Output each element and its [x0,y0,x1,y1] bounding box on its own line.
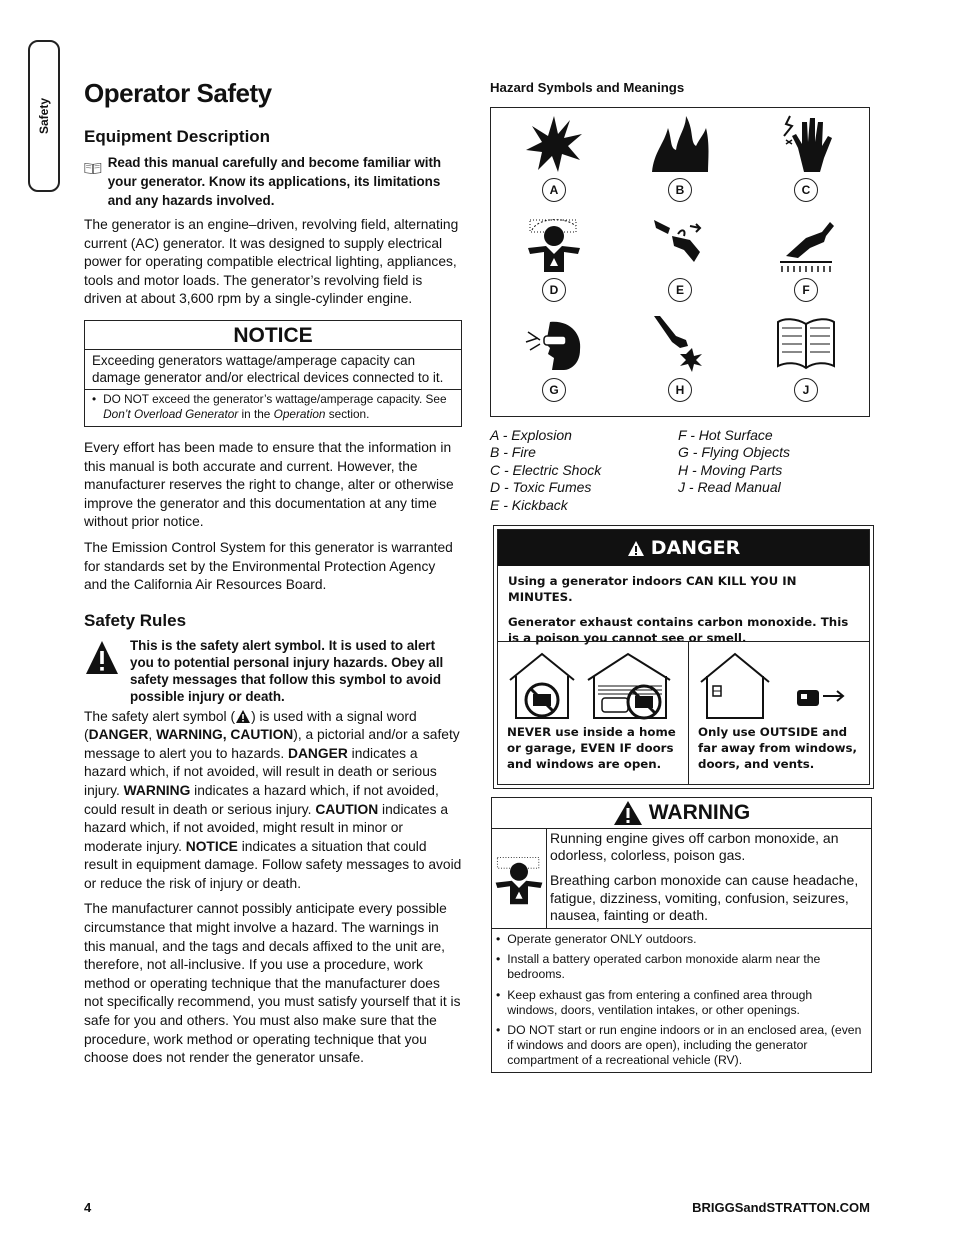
manufacturer-paragraph: The manufacturer cannot possibly anticipate every possible circumstance that might involve a hazard. The warnings in this manual, and the tags and decals affixed to the unit are, therefore, not all-inclusive. If you use a procedure, work method or operating technique that the manufacturer does not specifically recommend, you must satisfy yourself that it is safe for you and others. You must also make sure that the procedure, work method or operating technique that you choose does not render the generator unsafe. [84,901,461,1066]
danger-pictograms [498,641,869,784]
warning-text [547,829,871,928]
legend-item: H - Moving Parts [678,461,783,478]
warning-text-1: Running engine gives off carbon monoxide, an odorless, colorless, poison gas. [550,830,839,864]
hot-surface-icon [776,214,836,274]
warning-bullet: • Install a battery operated carbon monoxide alarm near the bedrooms. [496,952,821,982]
inline-alert-icon [235,709,251,724]
warning-bullet: • Operate generator ONLY outdoors. [496,932,697,947]
toxic-fumes-icon [492,852,546,906]
warning-header: WARNING [492,798,871,829]
hazard-letter: A [542,178,566,202]
side-tab-label: Safety [37,97,51,135]
website-footer: BRIGGSandSTRATTON.COM [692,1200,870,1215]
read-manual-icon [776,314,836,374]
hazard-letter: E [668,278,692,302]
hazard-legend [490,427,870,514]
hazard-letter: C [794,178,818,202]
hazard-letter: D [542,278,566,302]
manual-book-icon [84,153,102,183]
danger-alert-icon [627,540,645,557]
danger-indoor-panel [498,642,689,784]
no-indoor-use-icon [506,650,678,720]
notice-box [84,320,462,427]
notice-message: Exceeding generators wattage/amperage capacity can damage generator and/or electrical devices connected to it. [85,350,461,390]
legend-item: F - Hot Surface [678,427,773,443]
warning-box [491,797,872,1073]
hazard-c [743,112,869,212]
accuracy-paragraph: Every effort has been made to ensure that the information in this manual is both accurate and current. However, the manufacturer reserves the right to change, alter or otherwise improve the generator and this documentation at any time without prior notice. [84,439,454,530]
legend-left [490,427,678,514]
hazard-letter: F [794,278,818,302]
warning-alert-icon [613,800,643,826]
legend-item: C - Electric Shock [490,461,602,478]
hazard-b [617,112,743,212]
fire-icon [650,114,710,174]
warning-pictogram [492,829,547,928]
equipment-heading: Equipment Description [84,127,271,146]
warning-bullet: • DO NOT start or run engine indoors or in an enclosed area, (even if windows and doors are open), including the generator compartment of a recreational vehicle (RV). [496,1023,862,1068]
danger-outdoor-panel [689,642,869,784]
right-column [490,80,870,514]
hazard-letter: J [794,378,818,402]
warning-bullets [492,929,871,1069]
danger-box [493,525,874,789]
hazard-symbols-title: Hazard Symbols and Meanings [490,80,685,95]
danger-line-2: Generator exhaust contains carbon monoxide. This is a poison you cannot see or smell. [508,615,849,645]
legend-item: G - Flying Objects [678,444,791,461]
hazard-letter: G [542,378,566,402]
left-column [84,78,462,1075]
explosion-icon [524,114,584,174]
legend-item: J - Read Manual [678,479,781,496]
read-manual-note [84,153,462,210]
hazard-a [491,112,617,212]
safety-rules-heading: Safety Rules [84,610,187,630]
kickback-icon [650,214,710,274]
legend-item: E - Kickback [490,496,568,513]
electric-shock-icon [776,114,836,174]
legend-item: B - Fire [490,444,536,461]
legend-item: A - Explosion [490,427,572,443]
danger-outdoor-caption: Only use OUTSIDE and far away from windows, doors, and vents. [698,725,858,771]
legend-item: D - Toxic Fumes [490,479,592,496]
moving-parts-icon [650,314,710,374]
signal-words-paragraph: The safety alert symbol ( ) is used with a signal word (DANGER, WARNING, CAUTION), a pictorial and/or a safety message to alert you to hazards. DANGER indicates a hazard which, if not avoided, will result in death or serious injury. WARNING indicates a hazard which, if not avoided, could result in death or serious injury. CAUTION indicates a hazard which, if not avoided, might result in minor or moderate injury. NOTICE indicates a situation that could result in equipment damage. Follow safety messages to avoid or reduce the risk of injury or death. [84,708,462,891]
hazard-letter: B [668,178,692,202]
emission-paragraph: The Emission Control System for this generator is warranted for standards set by the Environmental Protection Agency and the California Air Resources Board. [84,539,453,593]
page-title: Operator Safety [84,78,272,108]
danger-indoor-caption: NEVER use inside a home or garage, EVEN IF doors and windows are open. [507,725,676,771]
flying-objects-icon [524,314,584,374]
page-number: 4 [84,1200,92,1215]
danger-line-1: Using a generator indoors CAN KILL YOU IN MINUTES. [508,574,797,604]
hazard-f [743,212,869,312]
hazard-letter: H [668,378,692,402]
outdoor-use-icon [699,648,859,720]
notice-header: NOTICE [85,321,461,350]
toxic-fumes-icon [524,214,584,274]
intro-text: Read this manual carefully and become familiar with your generator. Know its applications, its limitations and any hazards involved. [107,155,442,208]
warning-body [492,829,871,929]
hazard-j [743,312,869,412]
hazard-symbol-grid [490,107,870,417]
side-tab [28,40,60,192]
legend-right [678,427,866,514]
hazard-e [617,212,743,312]
safety-alert-icon [84,639,120,677]
hazard-d [491,212,617,312]
danger-header: DANGER [498,530,869,566]
warning-bullet: • Keep exhaust gas from entering a confined area through windows, doors, ventilation intakes, or other openings. [496,987,813,1017]
equipment-paragraph: The generator is an engine–driven, revolving field, alternating current (AC) generator. It was designed to supply electrical power for operating compatible electrical lighting, appliances, tools and motor loads. The generator’s revolving field is driven at about 3,600 rpm by a single-cylinder engine. [84,217,459,307]
safety-alert-note [84,637,462,706]
notice-bullet: • DO NOT exceed the generator’s wattage/amperage capacity. See Don’t Overload Generator in the Operation section. [92,391,447,422]
safety-alert-text: This is the safety alert symbol. It is used to alert you to potential personal injury hazards. Obey all safety messages that follow this symbol to avoid possible injury or death. [130,637,444,705]
hazard-g [491,312,617,412]
hazard-h [617,312,743,412]
warning-text-2: Breathing carbon monoxide can cause headache, fatigue, dizziness, vomiting, confusion, seizures, nausea, fainting or death. [550,872,859,923]
